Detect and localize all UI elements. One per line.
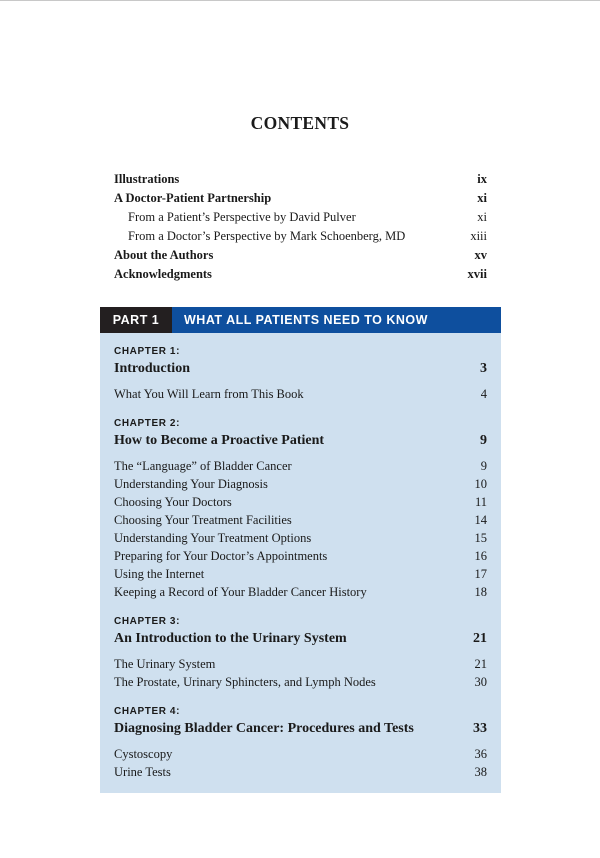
entry-label: Using the Internet bbox=[114, 567, 205, 581]
toc-row[interactable] bbox=[114, 227, 487, 246]
page-title: CONTENTS bbox=[250, 113, 350, 133]
entry-label: What You Will Learn from This Book bbox=[114, 387, 304, 401]
toc-row-label: A Doctor-Patient Partnership bbox=[114, 191, 272, 205]
toc-row[interactable] bbox=[114, 265, 487, 284]
chapter-number: CHAPTER 3: bbox=[114, 616, 181, 627]
toc-entry[interactable] bbox=[114, 547, 487, 565]
toc-row[interactable] bbox=[114, 189, 487, 208]
chapter-title-row[interactable] bbox=[114, 359, 487, 379]
toc-entry[interactable] bbox=[114, 673, 487, 691]
chapter-title: Introduction bbox=[114, 361, 190, 376]
toc-entry[interactable] bbox=[114, 475, 487, 493]
entry-page: 16 bbox=[474, 549, 487, 563]
entry-label: Preparing for Your Doctor’s Appointments bbox=[114, 549, 328, 563]
entry-page: 9 bbox=[480, 459, 487, 473]
toc-row-page: xvii bbox=[467, 266, 487, 281]
entry-page: 17 bbox=[474, 567, 487, 581]
entry-page: 36 bbox=[474, 747, 487, 761]
chapter-page: 9 bbox=[480, 433, 487, 448]
front-matter-list bbox=[114, 170, 487, 284]
chapter-number: CHAPTER 4: bbox=[114, 706, 181, 717]
top-rule bbox=[0, 0, 600, 1]
chapter-page: 21 bbox=[473, 631, 487, 646]
entry-label: The Urinary System bbox=[114, 657, 216, 671]
entry-label: The “Language” of Bladder Cancer bbox=[114, 459, 292, 473]
entry-label: Cystoscopy bbox=[114, 747, 173, 761]
entry-label: Keeping a Record of Your Bladder Cancer History bbox=[114, 585, 367, 599]
entry-page: 10 bbox=[474, 477, 487, 491]
entry-page: 4 bbox=[480, 387, 487, 401]
toc-row[interactable] bbox=[114, 170, 487, 189]
part-title: WHAT ALL PATIENTS NEED TO KNOW bbox=[172, 307, 501, 333]
toc-entry[interactable] bbox=[114, 385, 487, 403]
chapter-3 bbox=[114, 615, 487, 691]
entry-page: 14 bbox=[474, 513, 487, 527]
entry-page: 21 bbox=[474, 657, 487, 671]
toc-entry[interactable] bbox=[114, 583, 487, 601]
toc-entry[interactable] bbox=[114, 457, 487, 475]
entry-page: 30 bbox=[474, 675, 487, 689]
chapter-title: How to Become a Proactive Patient bbox=[114, 433, 325, 448]
entry-label: Choosing Your Treatment Facilities bbox=[114, 513, 292, 527]
toc-row-page: xi bbox=[477, 191, 487, 205]
toc-row-label: Acknowledgments bbox=[114, 266, 212, 281]
toc-entry[interactable] bbox=[114, 511, 487, 529]
toc-entry[interactable] bbox=[114, 529, 487, 547]
toc-row-page: xi bbox=[477, 210, 487, 224]
toc-entry[interactable] bbox=[114, 565, 487, 583]
toc-entry[interactable] bbox=[114, 745, 487, 763]
entry-label: Urine Tests bbox=[114, 765, 171, 779]
toc-row[interactable] bbox=[114, 208, 487, 227]
toc-row-page: xv bbox=[474, 247, 487, 262]
toc-row-page: ix bbox=[477, 172, 487, 186]
chapter-title: An Introduction to the Urinary System bbox=[114, 631, 347, 646]
entry-page: 38 bbox=[474, 765, 487, 779]
toc-row-label: Illustrations bbox=[114, 172, 180, 186]
toc-entry[interactable] bbox=[114, 763, 487, 781]
entry-page: 11 bbox=[474, 495, 487, 509]
toc-row-page: xiii bbox=[470, 229, 487, 243]
entry-label: The Prostate, Urinary Sphincters, and Lymph Nodes bbox=[114, 675, 376, 689]
entry-page: 15 bbox=[474, 531, 487, 545]
chapter-2 bbox=[114, 417, 487, 601]
part-header bbox=[100, 307, 501, 333]
toc-entry[interactable] bbox=[114, 493, 487, 511]
toc-entry[interactable] bbox=[114, 655, 487, 673]
chapter-1 bbox=[114, 345, 487, 403]
chapter-page: 3 bbox=[480, 361, 487, 376]
part-label: PART 1 bbox=[100, 307, 172, 333]
chapter-title: Diagnosing Bladder Cancer: Procedures and Tests bbox=[114, 721, 414, 736]
chapter-number: CHAPTER 1: bbox=[114, 346, 181, 357]
entry-label: Understanding Your Treatment Options bbox=[114, 531, 312, 545]
part-panel bbox=[100, 333, 501, 793]
chapter-title-row[interactable] bbox=[114, 719, 487, 739]
chapter-number: CHAPTER 2: bbox=[114, 418, 181, 429]
entry-page: 18 bbox=[474, 585, 487, 599]
entry-label: Understanding Your Diagnosis bbox=[114, 477, 268, 491]
entry-label: Choosing Your Doctors bbox=[114, 495, 232, 509]
toc-row-label: From a Patient’s Perspective by David Pulver bbox=[128, 210, 356, 224]
chapter-title-row[interactable] bbox=[114, 629, 487, 649]
toc-row[interactable] bbox=[114, 246, 487, 265]
toc-row-label: About the Authors bbox=[114, 247, 214, 262]
chapter-4 bbox=[114, 705, 487, 781]
toc-row-label: From a Doctor’s Perspective by Mark Schoenberg, MD bbox=[128, 229, 406, 243]
chapter-title-row[interactable] bbox=[114, 431, 487, 451]
chapter-page: 33 bbox=[473, 721, 487, 736]
